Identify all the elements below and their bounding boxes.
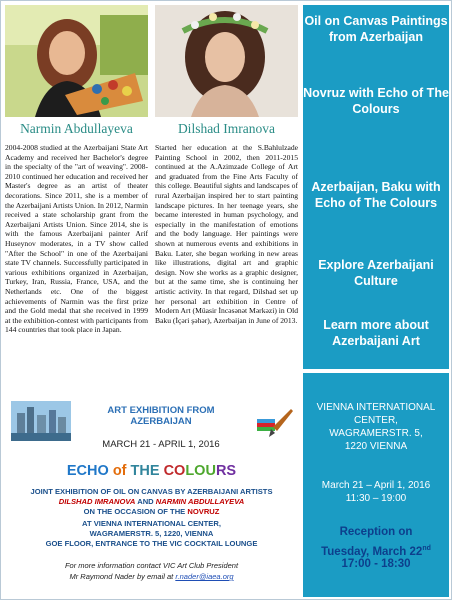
artists-section <box>5 5 298 369</box>
contact-line-1: For more information contact VIC Art Club President <box>64 561 239 570</box>
event-dates: March 21 – April 1, 2016 <box>321 480 431 491</box>
reception-date: Tuesday, March 22nd <box>321 545 431 558</box>
event-info-panel <box>303 373 449 597</box>
link-azerbaijan-baku[interactable]: Azerbaijan, Baku with Echo of The Colours <box>311 180 441 210</box>
link-novruz[interactable]: Novruz with Echo of The Colours <box>303 86 449 116</box>
artists-line: DILSHAD IMRANOVA AND NARMIN ABDULLAYEVA <box>58 497 245 506</box>
venue-line-3: GOE FLOOR, ENTRANCE TO THE VIC COCKTAIL LOUNGE <box>45 539 258 548</box>
vienna-skyline-image <box>11 401 71 441</box>
venue-name-line-2: CENTER, <box>354 415 398 426</box>
link-oil-on-canvas[interactable]: Oil on Canvas Paintings from Azerbaijan <box>304 14 448 44</box>
reception-label: Reception on <box>339 526 413 538</box>
artist-name-narmin: Narmin Abdullayeva <box>20 121 133 136</box>
link-explore-culture[interactable]: Explore Azerbaijani Culture <box>318 258 434 288</box>
contact-email-link[interactable]: r.nader@iaea.org <box>175 572 234 581</box>
artist-photo-narmin <box>5 5 148 117</box>
exhibition-title: ART EXHIBITION FROM AZERBAIJAN <box>107 405 215 427</box>
venue-line-1: AT VIENNA INTERNATIONAL CENTER, <box>82 519 221 528</box>
venue-name-line-1: VIENNA INTERNATIONAL <box>316 402 436 413</box>
reception-time: 17:00 - 18:30 <box>341 558 411 570</box>
links-panel <box>303 5 449 369</box>
link-learn-art[interactable]: Learn more about Azerbaijani Art <box>323 318 429 348</box>
artist-bio-narmin: 2004-2008 studied at the Azerbaijani State Art Academy and received her Bachelor's degree in the specialty of the "art of weaving". 2008-2010 continued her education and received her Master's degree as an artist of theater decorations. Since 2011, she is a member of the Azerbaijani Artists Union. In 2012, Narmin received a state scholarship grant from the Azerbaijani Artists Union. Since 2014, she is with the famous Azerbaijani painter Arif Huseynov moderates, in a TV show called "After the School" in one of the Azerbaijani state TV channels. Successfully participated in various exhibitions organized in Azerbaijan, Turkey, Iran, Russia, France, USA, and the Netherlands etc. One of the biggest achievements of Narmin was the first prize and the Gold medal that she received in 1999 at the exhibition-contest with participants from 144 countries that took place in Japan. <box>5 143 148 335</box>
venue-address-line-1: WAGRAMERSTR. 5, <box>329 428 423 439</box>
joint-exhibition-line: JOINT EXHIBITION OF OIL ON CANVAS BY AZERBAIJANI ARTISTS <box>30 487 273 496</box>
artist-photo-dilshad <box>155 5 298 117</box>
exhibition-flyer <box>5 373 298 597</box>
event-hours: 11:30 – 19:00 <box>345 493 407 504</box>
venue-address-line-2: 1220 VIENNA <box>344 441 408 452</box>
contact-line-2: Mr Raymond Nader by email at r.nader@iaea.org <box>69 572 234 581</box>
artist-bio-dilshad: Started her education at the S.Bahlulzade Painting School in 2002, then 2011-2015 continued at the A.Azimzade College of Art and graduated from the Fine Arts Faculty of this college. Beautiful sights and landscapes of rural Azerbaijan inspired her to start painting landscape pictures. In her teenage years, she became interested in human psychology, and especially in the manifestation of emotions and the body language. Her paintings were shown at numerous events and exhibitions in Baku. Later, she began working in new areas like illustrations, digital art and graphic design. Now she works as a graphic designer, but at the same time, she is continuing her artistic activity. In that regard, Dilshad set up her personal art exhibition in Centre of Modern Art (Müasir İncəsənət Mərkəzi) in Old Baku (İçəri şəhər), Azerbaijan in June of 2013. <box>155 143 298 325</box>
echo-of-the-colours-title: ECHO of THE COLOURS <box>66 463 237 479</box>
paintbrush-flag-icon <box>251 405 293 439</box>
occasion-line: ON THE OCCASION OF THE NOVRUZ <box>83 507 220 516</box>
exhibition-dates: MARCH 21 - APRIL 1, 2016 <box>102 439 220 450</box>
artist-name-dilshad: Dilshad Imranova <box>177 121 276 136</box>
venue-line-2: WAGRAMERSTR. 5, 1220, VIENNA <box>89 529 214 538</box>
